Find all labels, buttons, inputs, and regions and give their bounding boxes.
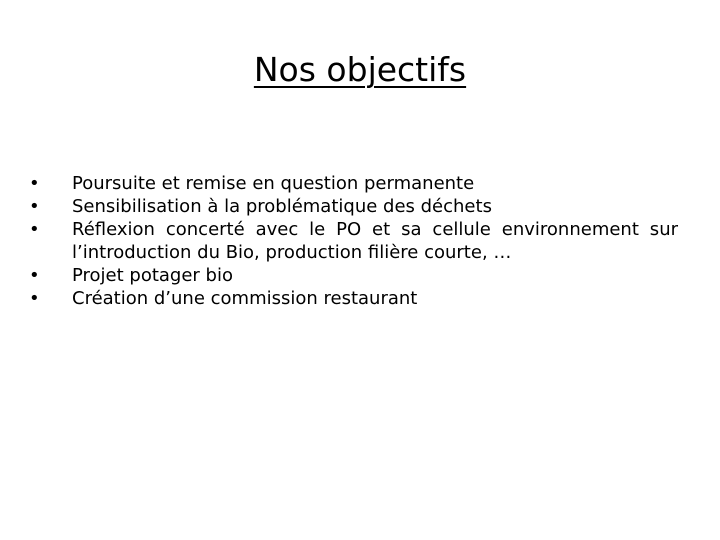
list-item-text: Poursuite et remise en question permanente [72,173,475,194]
list-item [29,218,678,264]
bullet-icon: • [29,173,40,194]
list-item-text: Sensibilisation à la problématique des déchets [72,196,492,217]
bullet-icon: • [29,219,40,240]
bullet-icon: • [29,288,40,309]
list-item [29,264,678,287]
list-item-text: Création d’une commission restaurant [72,288,418,309]
bullet-list [0,172,720,310]
list-item-text: Projet potager bio [72,265,233,286]
list-item-text: Réflexion concerté avec le PO et sa cellule environnement sur l’introduction du Bio, production filière courte, … [72,219,678,263]
bullet-icon: • [29,196,40,217]
slide-title-text: Nos objectifs [253,50,467,89]
list-item [29,195,678,218]
bullet-icon: • [29,265,40,286]
slide-title [0,46,720,94]
list-item [29,172,678,195]
list-item [29,287,678,310]
